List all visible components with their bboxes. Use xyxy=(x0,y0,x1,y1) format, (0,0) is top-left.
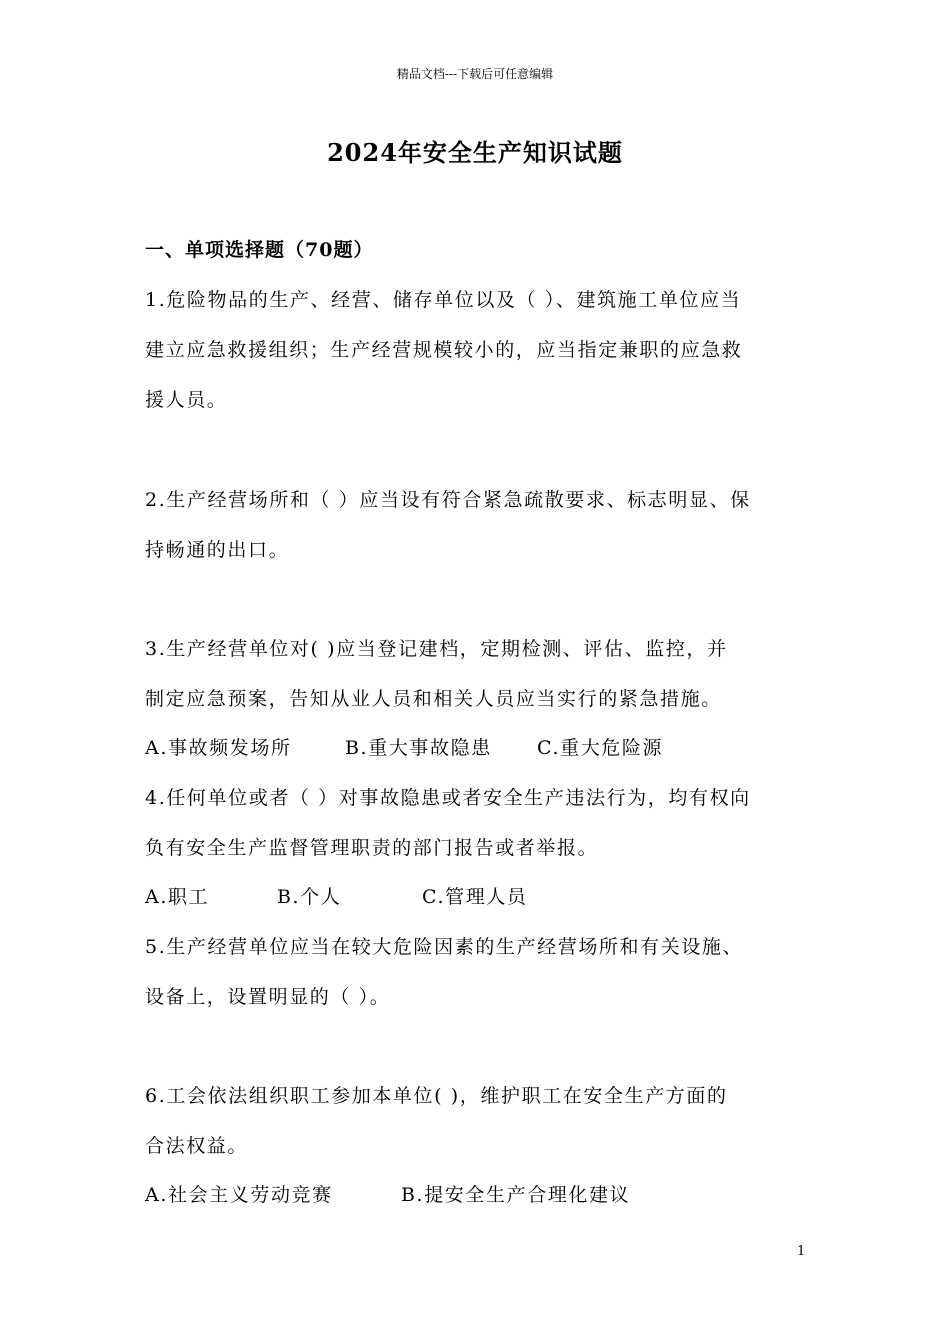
question-6-line-2: 合法权益。 xyxy=(145,1135,249,1157)
page-number: 1 xyxy=(797,1244,806,1259)
option-a: A.社会主义劳动竞赛 xyxy=(145,1184,333,1206)
document-title: 2024年安全生产知识试题 xyxy=(327,138,623,167)
page-header: 精品文档---下载后可任意编辑 xyxy=(396,67,554,81)
option-b: B.重大事故隐患 xyxy=(345,737,492,759)
question-3-options xyxy=(145,732,810,764)
option-a: A.事故频发场所 xyxy=(145,737,292,759)
question-1-line-3: 援人员。 xyxy=(145,389,228,411)
question-3-line-1: 3.生产经营单位对( )应当登记建档，定期检测、评估、监控，并 xyxy=(145,638,728,660)
option-b: B.提安全生产合理化建议 xyxy=(401,1184,631,1206)
question-6-options xyxy=(145,1179,810,1211)
question-2-line-1: 2.生产经营场所和（ ）应当设有符合紧急疏散要求、标志明显、保 xyxy=(145,489,751,511)
question-3-line-2: 制定应急预案，告知从业人员和相关人员应当实行的紧急措施。 xyxy=(145,688,722,710)
question-2-line-2: 持畅通的出口。 xyxy=(145,539,290,561)
question-5-line-1: 5.生产经营单位应当在较大危险因素的生产经营场所和有关设施、 xyxy=(145,936,744,958)
question-5-line-2: 设备上，设置明显的（ ）。 xyxy=(145,986,391,1008)
option-c: C.管理人员 xyxy=(422,886,528,908)
option-c: C.重大危险源 xyxy=(537,737,664,759)
option-b: B.个人 xyxy=(277,886,342,908)
option-a: A.职工 xyxy=(145,886,210,908)
question-4-options xyxy=(145,881,810,913)
question-4-line-2: 负有安全生产监督管理职责的部门报告或者举报。 xyxy=(145,837,599,859)
section-heading: 一、单项选择题（70题） xyxy=(145,239,374,261)
question-4-line-1: 4.任何单位或者（ ）对事故隐患或者安全生产违法行为，均有权向 xyxy=(145,787,751,809)
question-6-line-1: 6.工会依法组织职工参加本单位( )，维护职工在安全生产方面的 xyxy=(145,1085,728,1107)
question-1-line-1: 1.危险物品的生产、经营、储存单位以及（ ）、建筑施工单位应当 xyxy=(145,289,742,311)
question-1-line-2: 建立应急救援组织；生产经营规模较小的，应当指定兼职的应急救 xyxy=(145,339,743,361)
